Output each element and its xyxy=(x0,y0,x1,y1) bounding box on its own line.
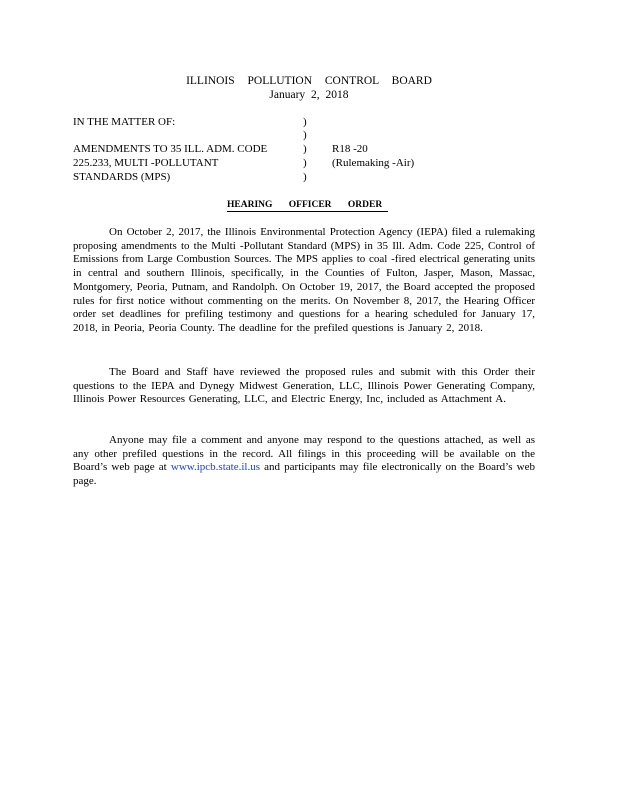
board-website-link[interactable]: www.ipcb.state.il.us xyxy=(170,461,260,474)
caption-paren: ) xyxy=(303,129,307,141)
paragraph-2-text: The Board and Staff have reviewed the proposed rules and submit with this Order their questions to the IEPA and Dynegy Midwest Generation, LLC, Illinois Power Generating Company, Illinois Power Resources Generating, LLC, and Electric Energy, Inc, included as Attachment A. xyxy=(73,366,535,406)
paragraph-3 xyxy=(73,434,535,489)
order-date: January 2, 2018 xyxy=(269,89,349,101)
paragraph-3-text-end: and participants may file electronically on the Board’s web page. xyxy=(73,461,536,488)
board-name: ILLINOIS POLLUTION CONTROL BOARD xyxy=(186,75,432,87)
caption-line-1: AMENDMENTS TO 35 ILL. ADM. CODE xyxy=(73,143,268,155)
paragraph-1 xyxy=(73,226,535,336)
in-the-matter: IN THE MATTER OF: xyxy=(73,116,176,128)
caption-paren: ) xyxy=(303,143,307,155)
paragraph-3-text: Anyone may file a comment and anyone may respond to the questions attached, as well as any other prefiled questions in the record. All filings in this proceeding will be available on the Board’s web page at xyxy=(73,434,535,474)
caption-line-3: STANDARDS (MPS) xyxy=(73,171,171,183)
paragraph-2 xyxy=(73,366,535,407)
caption-line-2: 225.233, MULTI -POLLUTANT xyxy=(73,157,219,169)
order-title: HEARING OFFICER ORDER xyxy=(227,200,388,212)
caption-paren: ) xyxy=(303,171,307,183)
rulemaking-type: (Rulemaking -Air) xyxy=(332,157,415,169)
caption-paren: ) xyxy=(303,157,307,169)
caption-paren: ) xyxy=(303,116,307,128)
paragraph-1-text: On October 2, 2017, the Illinois Environmental Protection Agency (IEPA) filed a rulemaking proposing amendments to the Multi -Pollutant Standard (MPS) in 35 Ill. Adm. Code 225, Control of Emissions from Large Combustion Sources. The MPS applies to coal -fired electrical generating units in central and southern Illinois, specifically, in the Counties of Fulton, Jasper, Mason, Massac, Montgomery, Peoria, Putnam, and Randolph. On October 19, 2017, the Board accepted the proposed rules for first notice without commenting on the merits. On November 8, 2017, the Hearing Officer order set deadlines for prefiling testimony and questions for a hearing scheduled for January 17, 2018, in Peoria, Peoria County. The deadline for the prefiled questions is January 2, 2018. xyxy=(73,226,535,334)
docket-number: R18 -20 xyxy=(332,143,368,155)
